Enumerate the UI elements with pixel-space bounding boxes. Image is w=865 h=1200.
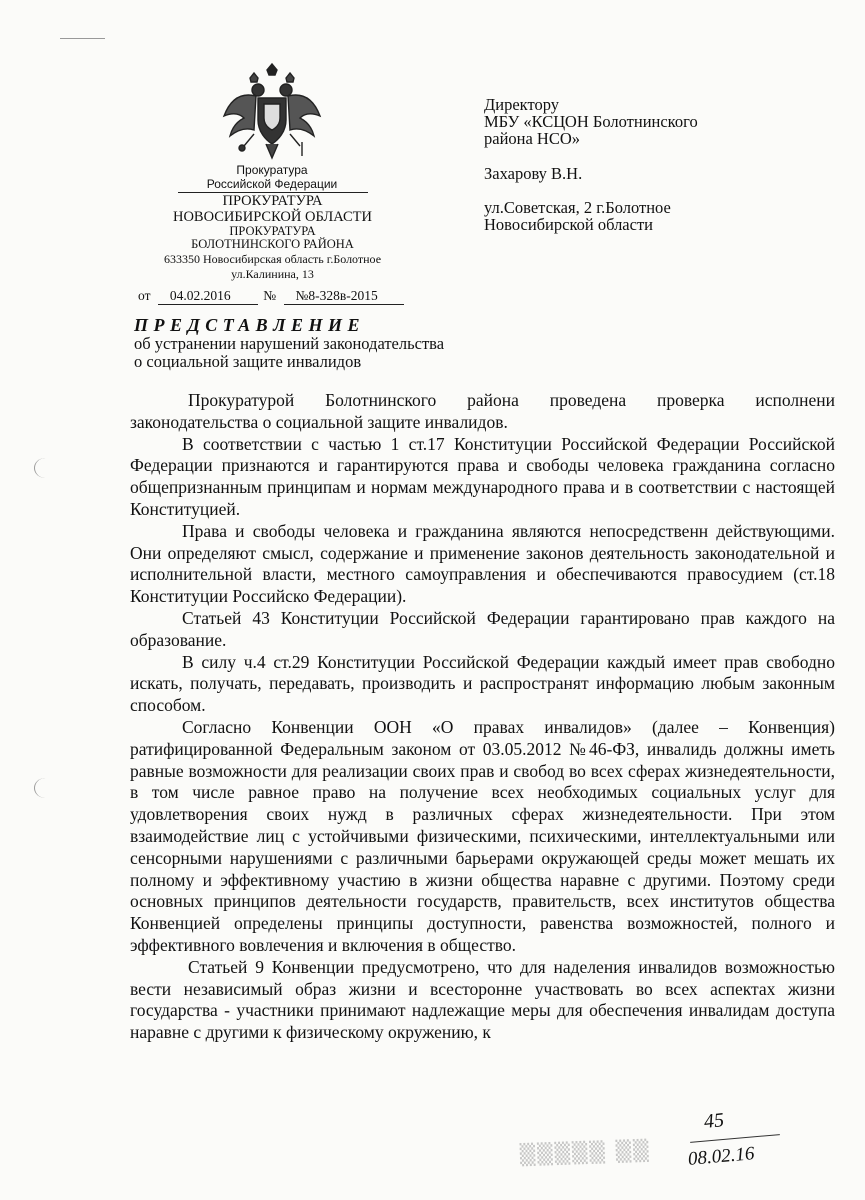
document-date: 04.02.2016: [158, 288, 258, 305]
registration-underline: [690, 1134, 780, 1143]
body-text: [130, 390, 835, 1044]
number-prefix: №: [263, 288, 277, 303]
top-scan-mark: [60, 38, 105, 39]
punch-hole-mark: [34, 778, 57, 798]
body-paragraph: В силу ч.4 ст.29 Конституции Российской Федерации каждый имеет прав свободно искать, получать, передавать, производить и распространят информацию любым законным способом.: [130, 651, 835, 716]
addressee-line1: Директору: [484, 95, 559, 114]
body-paragraph: Прокуратурой Болотнинского района проведена проверка исполнени законодательства о социальной защите инвалидов.: [130, 390, 835, 432]
addressee-address-line2: Новосибирской области: [484, 215, 653, 234]
coat-of-arms-emblem-icon: [220, 62, 324, 166]
body-paragraph: Статьей 9 Конвенции предусмотрено, что для наделения инвалидов возможностью вести независимый образ жизни и всесторонне участвовать во всех аспектах жизни государства - участники принимают надлежащие меры для обеспечения инвалидам доступа наравне с другими к физическому окружению, к: [130, 956, 835, 1043]
prosecutor-small-line2: Российской Федерации: [206, 177, 338, 191]
registration-date: 08.02.16: [687, 1143, 756, 1170]
district-line1: ПРОКУРАТУРА: [229, 224, 316, 238]
district-line2: БОЛОТНИНСКОГО РАЙОНА: [191, 237, 354, 251]
subtitle-line1: об устранении нарушений законодательства: [134, 334, 445, 353]
document-number: №8-328в-2015: [284, 288, 404, 305]
addressee-line2: МБУ «КСЦОН Болотнинского: [484, 112, 698, 131]
body-paragraph: Права и свободы человека и гражданина являются непосредственн действующими. Они определяют смысл, содержание и применение законов деятельность законодательной и исполнительной власти, местного самоуправления и обеспечиваются правосудием (ст.18 Конституции Российско Федерации).: [130, 520, 835, 607]
document-title: ПРЕДСТАВЛЕНИЕ: [134, 315, 366, 335]
body-paragraph: Согласно Конвенции ООН «О правах инвалидов» (далее – Конвенция) ратифицированной Федеральным законом от 03.05.2012 №46-ФЗ, инвалидь должны иметь равные возможности для реализации своих прав и свобод во всех сферах жизнедеятельности, в том числе равное право на получение всех необходимых социальных услуг для удовлетворения своих нужд в различных сферах жизнедеятельности. При этом взаимодействие лиц с устойчивыми физическими, психическими, интеллектуальными или сенсорными нарушениями с различными барьерами окружающей среды может мешать их полному и эффективному участию в жизни общества наравне с другими. Поэтому среди основных принципов деятельности государств, правительств, всех институтов общества Конвенцией определены принципы доступности, равенства возможностей, полного и эффективного вовлечения и включения в общество.: [130, 716, 835, 955]
region-line1: ПРОКУРАТУРА: [222, 193, 323, 209]
subtitle-line2: о социальной защите инвалидов: [134, 352, 362, 371]
address-line1: 633350 Новосибирская область г.Болотное: [163, 252, 382, 266]
body-paragraph: Статьей 43 Конституции Российской Федерации гарантировано прав каждого на образование.: [130, 607, 835, 650]
incoming-stamp: ▒▒▒▒▒ ▒▒: [519, 1138, 651, 1167]
prosecutor-small-line1: Прокуратура: [236, 163, 308, 177]
address-line2: ул.Калинина, 13: [231, 266, 314, 281]
addressee-line3: района НСО»: [484, 129, 581, 148]
addressee-address-line1: ул.Советская, 2 г.Болотное: [484, 198, 671, 217]
date-prefix: от: [138, 288, 151, 303]
region-line2: НОВОСИБИРСКОЙ ОБЛАСТИ: [172, 208, 372, 225]
addressee-name: Захарову В.Н.: [484, 164, 583, 183]
body-paragraph: В соответствии с частью 1 ст.17 Конституции Российской Федерации Российской Федерации признаются и гарантируются права и свободы человека гражданина согласно общепризнанным принципам и нормам международного права и в соответствии с настоящей Конституцией.: [130, 433, 835, 519]
punch-hole-mark: [34, 458, 57, 478]
registration-number: 45: [702, 1109, 726, 1133]
